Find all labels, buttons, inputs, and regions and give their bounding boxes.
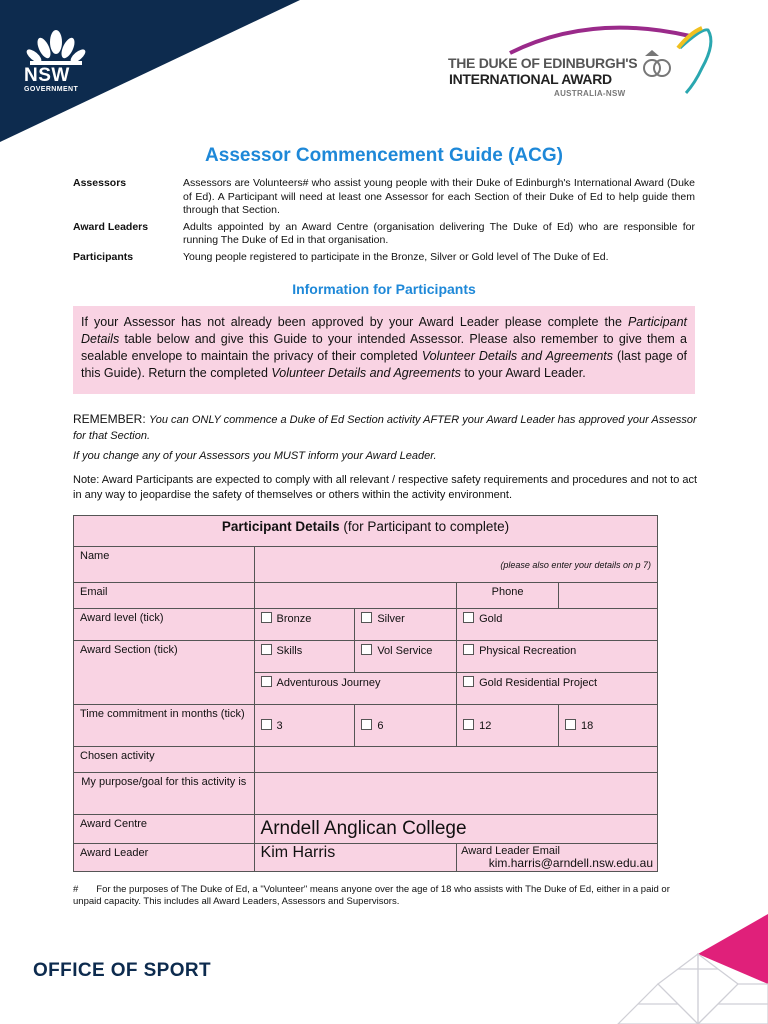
definition-row <box>73 177 695 218</box>
time-commitment-label: Time commitment in months (tick) <box>74 705 255 747</box>
nsw-logo-subtext: GOVERNMENT <box>24 86 79 93</box>
section-subtitle: Information for Participants <box>292 281 476 297</box>
section-adventurous-journey-checkbox[interactable]: Adventurous Journey <box>254 673 457 705</box>
award-leader-value: Kim Harris <box>260 844 336 861</box>
name-note: (please also enter your details on p 7) <box>500 559 651 570</box>
info-box <box>73 306 695 394</box>
time-3-checkbox[interactable]: 3 <box>254 705 355 747</box>
participant-details-table <box>73 515 658 872</box>
checkbox-icon <box>463 612 474 623</box>
phone-field[interactable] <box>559 583 658 609</box>
checkbox-icon <box>361 612 372 623</box>
purpose-field[interactable] <box>254 773 657 815</box>
chosen-activity-label: Chosen activity <box>74 747 255 773</box>
nsw-logo-text: NSW <box>24 65 70 86</box>
definition-term: Assessors <box>73 177 127 189</box>
purpose-label: My purpose/goal for this activity is <box>74 773 255 815</box>
change-notice: If you change any of your Assessors you MUST inform your Award Leader. <box>73 450 437 462</box>
award-leader-field[interactable] <box>254 844 457 872</box>
award-leader-email-field[interactable] <box>457 844 658 872</box>
award-centre-field[interactable] <box>254 815 657 844</box>
definition-term: Participants <box>73 250 134 263</box>
award-level-label: Award level (tick) <box>74 609 255 641</box>
email-field[interactable] <box>254 583 457 609</box>
corner-decoration <box>598 914 768 1024</box>
email-label: Email <box>74 583 255 609</box>
level-gold-checkbox[interactable]: Gold <box>457 609 658 641</box>
award-leader-label: Award Leader <box>74 844 255 872</box>
definition-row <box>73 221 695 248</box>
award-leader-email-value: kim.harris@arndell.nsw.edu.au <box>488 856 653 870</box>
checkbox-icon <box>261 719 272 730</box>
checkbox-icon <box>463 719 474 730</box>
checkbox-icon <box>261 676 272 687</box>
info-italic: Participant Details <box>81 315 687 346</box>
safety-note: Note: Award Participants are expected to comply with all relevant / respective safety requirements and procedures and not to act in any way to jeopardise the safety of themselves or others within the activity environment. <box>73 474 698 501</box>
award-logo-line1: THE DUKE OF EDINBURGH'S <box>448 55 638 71</box>
definition-desc: Adults appointed by an Award Centre (organisation delivering The Duke of Ed) who are responsible for running The Duke of Ed in that organisation. <box>183 220 695 246</box>
award-logo-line3: AUSTRALIA-NSW <box>554 89 626 98</box>
name-field[interactable] <box>254 547 657 583</box>
section-vol-service-checkbox[interactable]: Vol Service <box>355 641 457 673</box>
page-title: Assessor Commencement Guide (ACG) <box>205 145 563 166</box>
footnote: # For the purposes of The Duke of Ed, a "Volunteer" means anyone over the age of 18 who assists with The Duke of Ed, either in a paid or unpaid capacity. This includes all Award Leaders, Assessors and Supervisors. <box>73 884 670 907</box>
time-12-checkbox[interactable]: 12 <box>457 705 559 747</box>
phone-label: Phone <box>457 583 559 609</box>
table-heading: Participant Details (for Participant to complete) <box>74 516 658 547</box>
award-centre-value: Arndell Anglican College <box>260 818 467 839</box>
definition-term: Award Leaders <box>73 220 149 233</box>
info-text: to your Award Leader. <box>460 366 586 380</box>
award-leader-email-label: Award Leader Email <box>461 845 560 857</box>
checkbox-icon <box>463 644 474 655</box>
checkbox-icon <box>261 644 272 655</box>
name-label: Name <box>74 547 255 583</box>
checkbox-icon <box>361 644 372 655</box>
section-physical-recreation-checkbox[interactable]: Physical Recreation <box>457 641 658 673</box>
definitions-list <box>73 177 695 267</box>
checkbox-icon <box>463 676 474 687</box>
award-section-label: Award Section (tick) <box>74 641 255 705</box>
chosen-activity-field[interactable] <box>254 747 657 773</box>
award-centre-label: Award Centre <box>74 815 255 844</box>
waratah-icon <box>22 28 90 68</box>
info-text: If your Assessor has not already been approved by your Award Leader please complete the <box>81 315 628 329</box>
checkbox-icon <box>565 719 576 730</box>
definition-desc: Assessors are Volunteers# who assist young people with their Duke of Edinburgh's International Award (Duke of Ed). A Participant will need at least one Assessor for each Section of their Duke of Ed to help guide them through that Section. <box>183 177 695 216</box>
definition-desc: Young people registered to participate in the Bronze, Silver or Gold level of The Duke of Ed. <box>183 250 609 263</box>
award-logo-line2: INTERNATIONAL AWARD <box>449 71 612 87</box>
info-text: (last page of this Guide). Return the completed <box>81 349 687 380</box>
checkbox-icon <box>361 719 372 730</box>
remember-text: You can ONLY commence a Duke of Ed Section activity AFTER your Award Leader has approved your Assessor for that Section. <box>73 414 697 442</box>
time-6-checkbox[interactable]: 6 <box>355 705 457 747</box>
checkbox-icon <box>261 612 272 623</box>
remember-notice <box>73 412 698 443</box>
section-gold-residential-checkbox[interactable]: Gold Residential Project <box>457 673 658 705</box>
section-skills-checkbox[interactable]: Skills <box>254 641 355 673</box>
info-text: table below and give this Guide to your intended Assessor. Please also remember to give them a sealable envelope to maintain the privacy of their completed <box>81 332 687 363</box>
info-italic: Volunteer Details and Agreements <box>421 349 613 363</box>
info-italic: Volunteer Details and Agreements <box>271 366 461 380</box>
remember-label: REMEMBER: <box>73 412 146 426</box>
level-silver-checkbox[interactable]: Silver <box>355 609 457 641</box>
level-bronze-checkbox[interactable]: Bronze <box>254 609 355 641</box>
time-18-checkbox[interactable]: 18 <box>559 705 658 747</box>
definition-row <box>73 251 695 265</box>
office-of-sport-logo: OFFICE OF SPORT <box>33 960 212 981</box>
